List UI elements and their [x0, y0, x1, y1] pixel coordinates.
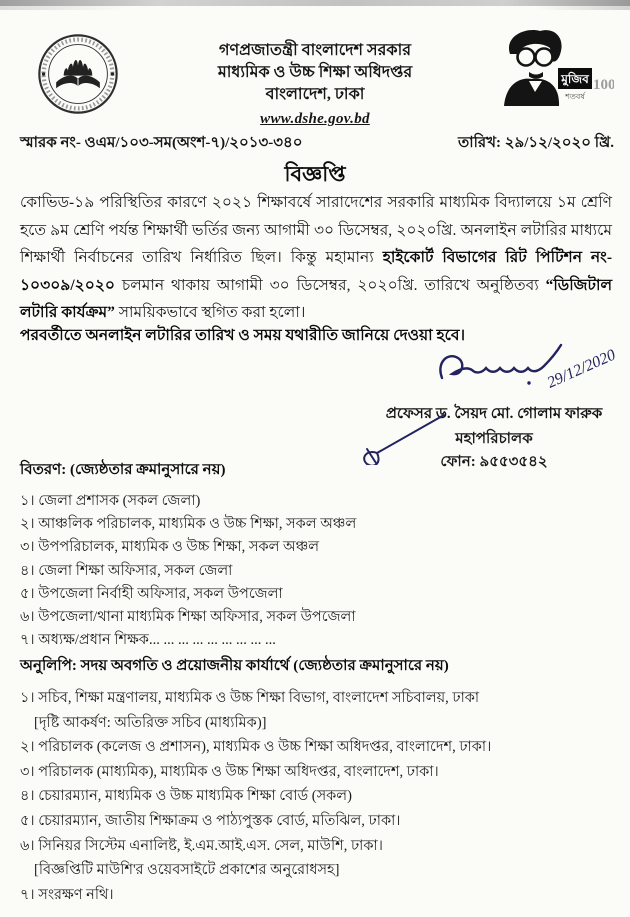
writ-petition-ref: হাইকোর্ট বিভাগের রিট পিটিশন নং- ১০৩০৯/২০২০	[20, 249, 612, 294]
body-paragraph	[20, 189, 612, 327]
mujib100-logo	[492, 26, 614, 112]
copy-item-note: [বিজ্ঞপ্তিটি মাউশি'র ওয়েবসাইটে প্রকাশের অনুরোধসহ]	[34, 862, 340, 879]
digital-lottery-phrase: “ডিজিটাল লটারি কার্যক্রম”	[20, 276, 612, 321]
copy-item: ৩। পরিচালক (মাধ্যমিক), মাধ্যমিক ও উচ্চ শিক্ষা অধিদপ্তর, বাংলাদেশ, ঢাকা।	[20, 763, 439, 780]
body-text-3: সাময়িকভাবে স্থগিত করা হলো।	[114, 304, 306, 321]
government-name: গণপ্রজাতন্ত্রী বাংলাদেশ সরকার	[218, 42, 412, 59]
distribution-item: ২। আঞ্চলিক পরিচালক, মাধ্যমিক ও উচ্চ শিক্ষা, সকল অঞ্চল	[20, 516, 357, 533]
signer-name: প্রফেসর ড. সৈয়দ মো. গোলাম ফারুক	[385, 406, 603, 422]
notice-date: তারিখ: ২৯/১২/২০২০ খ্রি.	[457, 135, 614, 151]
distribution-item: ১। জেলা প্রশাসক (সকল জেলা)	[20, 493, 201, 509]
signature-block	[360, 340, 628, 470]
copy-item: ৭। সংরক্ষণ নথি।	[20, 886, 114, 903]
distribution-item: ৬। উপজেলা/থানা মাধ্যমিক শিক্ষা অফিসার, সকল উপজেলা	[20, 609, 356, 626]
mujib-subword: শতবর্ষ	[565, 92, 585, 101]
letterhead	[164, 40, 466, 130]
dshe-seal-logo	[36, 32, 120, 116]
signer-phone: ফোন: ৯৫৫৩৫৪২	[440, 454, 548, 470]
distribution-item: ৪। জেলা শিক্ষা অফিসার, সকল জেলা	[20, 562, 233, 579]
directorate-name: মাধ্যমিক ও উচ্চ শিক্ষা অধিদপ্তর	[217, 64, 413, 81]
copy-item: ২। পরিচালক (কলেজ ও প্রশাসন), মাধ্যমিক ও উচ্চ শিক্ষা অধিদপ্তর, বাংলাদেশ, ঢাকা।	[20, 739, 492, 756]
signer-designation: মহাপরিচালক	[455, 431, 533, 447]
distribution-item: ৩। উপপরিচালক, মাধ্যমিক ও উচ্চ শিক্ষা, সকল অঞ্চল	[20, 539, 320, 556]
distribution-item: ৫। উপজেলা নির্বাহী অফিসার, সকল উপজেলা	[20, 585, 283, 602]
pen-mark-icon	[354, 410, 449, 465]
body-text-2: চলমান থাকায় আগামী ৩০ ডিসেম্বর, ২০২০খ্রি. তারিখে অনুষ্ঠিতব্য	[114, 276, 546, 294]
copy-item: ৫। চেয়ারম্যান, জাতীয় শিক্ষাক্রম ও পাঠ্যপুস্তক বোর্ড, মতিঝিল, ঢাকা।	[20, 812, 401, 829]
mujib-portrait-icon	[492, 26, 614, 112]
copy-item: ৪। চেয়ারম্যান, মাধ্যমিক ও উচ্চ মাধ্যমিক শিক্ষা বোর্ড (সকল)	[20, 788, 352, 805]
handwritten-date: 29/12/2020	[544, 346, 619, 392]
copy-list	[20, 654, 614, 907]
copy-item: ১। সচিব, শিক্ষা মন্ত্রণালয়, মাধ্যমিক ও উচ্চ শিক্ষা বিভাগ, বাংলাদেশ সচিবালয়, ঢাকা	[20, 690, 480, 706]
distribution-item: ৭। অধ্যক্ষ/প্রধান শিক্ষক... ... ... ... ... ... ... ... ...	[20, 632, 276, 649]
copy-item-note: [দৃষ্টি আকর্ষণ: অতিরিক্ত সচিব (মাধ্যমিক)]	[34, 714, 267, 731]
body-text-1: কোভিড-১৯ পরিস্থিতির কারণে ২০২১ শিক্ষাবর্ষে সারাদেশের সরকারি মাধ্যমিক বিদ্যালয়ে ১ম শ্রেণি হতে ৯ম শ্রেণি পর্যন্ত শিক্ষার্থী ভর্তির জন্য আগামী ৩০ ডিসেম্বর, ২০২০খ্রি. অনলাইন লটারির মাধ্যমে শিক্ষার্থী নির্বাচনের তারিখ নির্ধারিত ছিল। কিন্তু মহামান্য	[20, 194, 612, 266]
memo-row	[20, 131, 614, 156]
mujib-100: 100	[593, 77, 614, 93]
followup-line: পরবর্তীতে অনলাইন লটারির তারিখ ও সময় যথারীতি জানিয়ে দেওয়া হবে।	[20, 327, 466, 344]
signature-scribble-icon	[432, 340, 628, 400]
website-url: www.dshe.gov.bd	[260, 111, 370, 127]
memo-number: স্মারক নং- ওএম/১০৩-সম(অংশ-৭)/২০১৩-৩৪০	[20, 135, 303, 151]
copy-item: ৬। সিনিয়র সিস্টেম এনালিষ্ট, ই.এম.আই.এস. সেল, মাউশি, ঢাকা।	[20, 837, 383, 854]
copy-heading: অনুলিপি: সদয় অবগতি ও প্রয়োজনীয় কার্যার্থে (জ্যেষ্ঠতার ক্রমানুসারে নয়)	[20, 658, 449, 674]
location-line: বাংলাদেশ, ঢাকা	[265, 86, 365, 103]
notice-title: বিজ্ঞপ্তি	[284, 162, 346, 186]
distribution-list	[20, 458, 614, 652]
mujib-word: মুজিব	[561, 72, 589, 86]
scan-artifact-smudge	[0, 6, 630, 10]
distribution-heading: বিতরণ: (জ্যেষ্ঠতার ক্রমানুসারে নয়)	[20, 462, 226, 478]
seal-icon	[36, 32, 120, 116]
